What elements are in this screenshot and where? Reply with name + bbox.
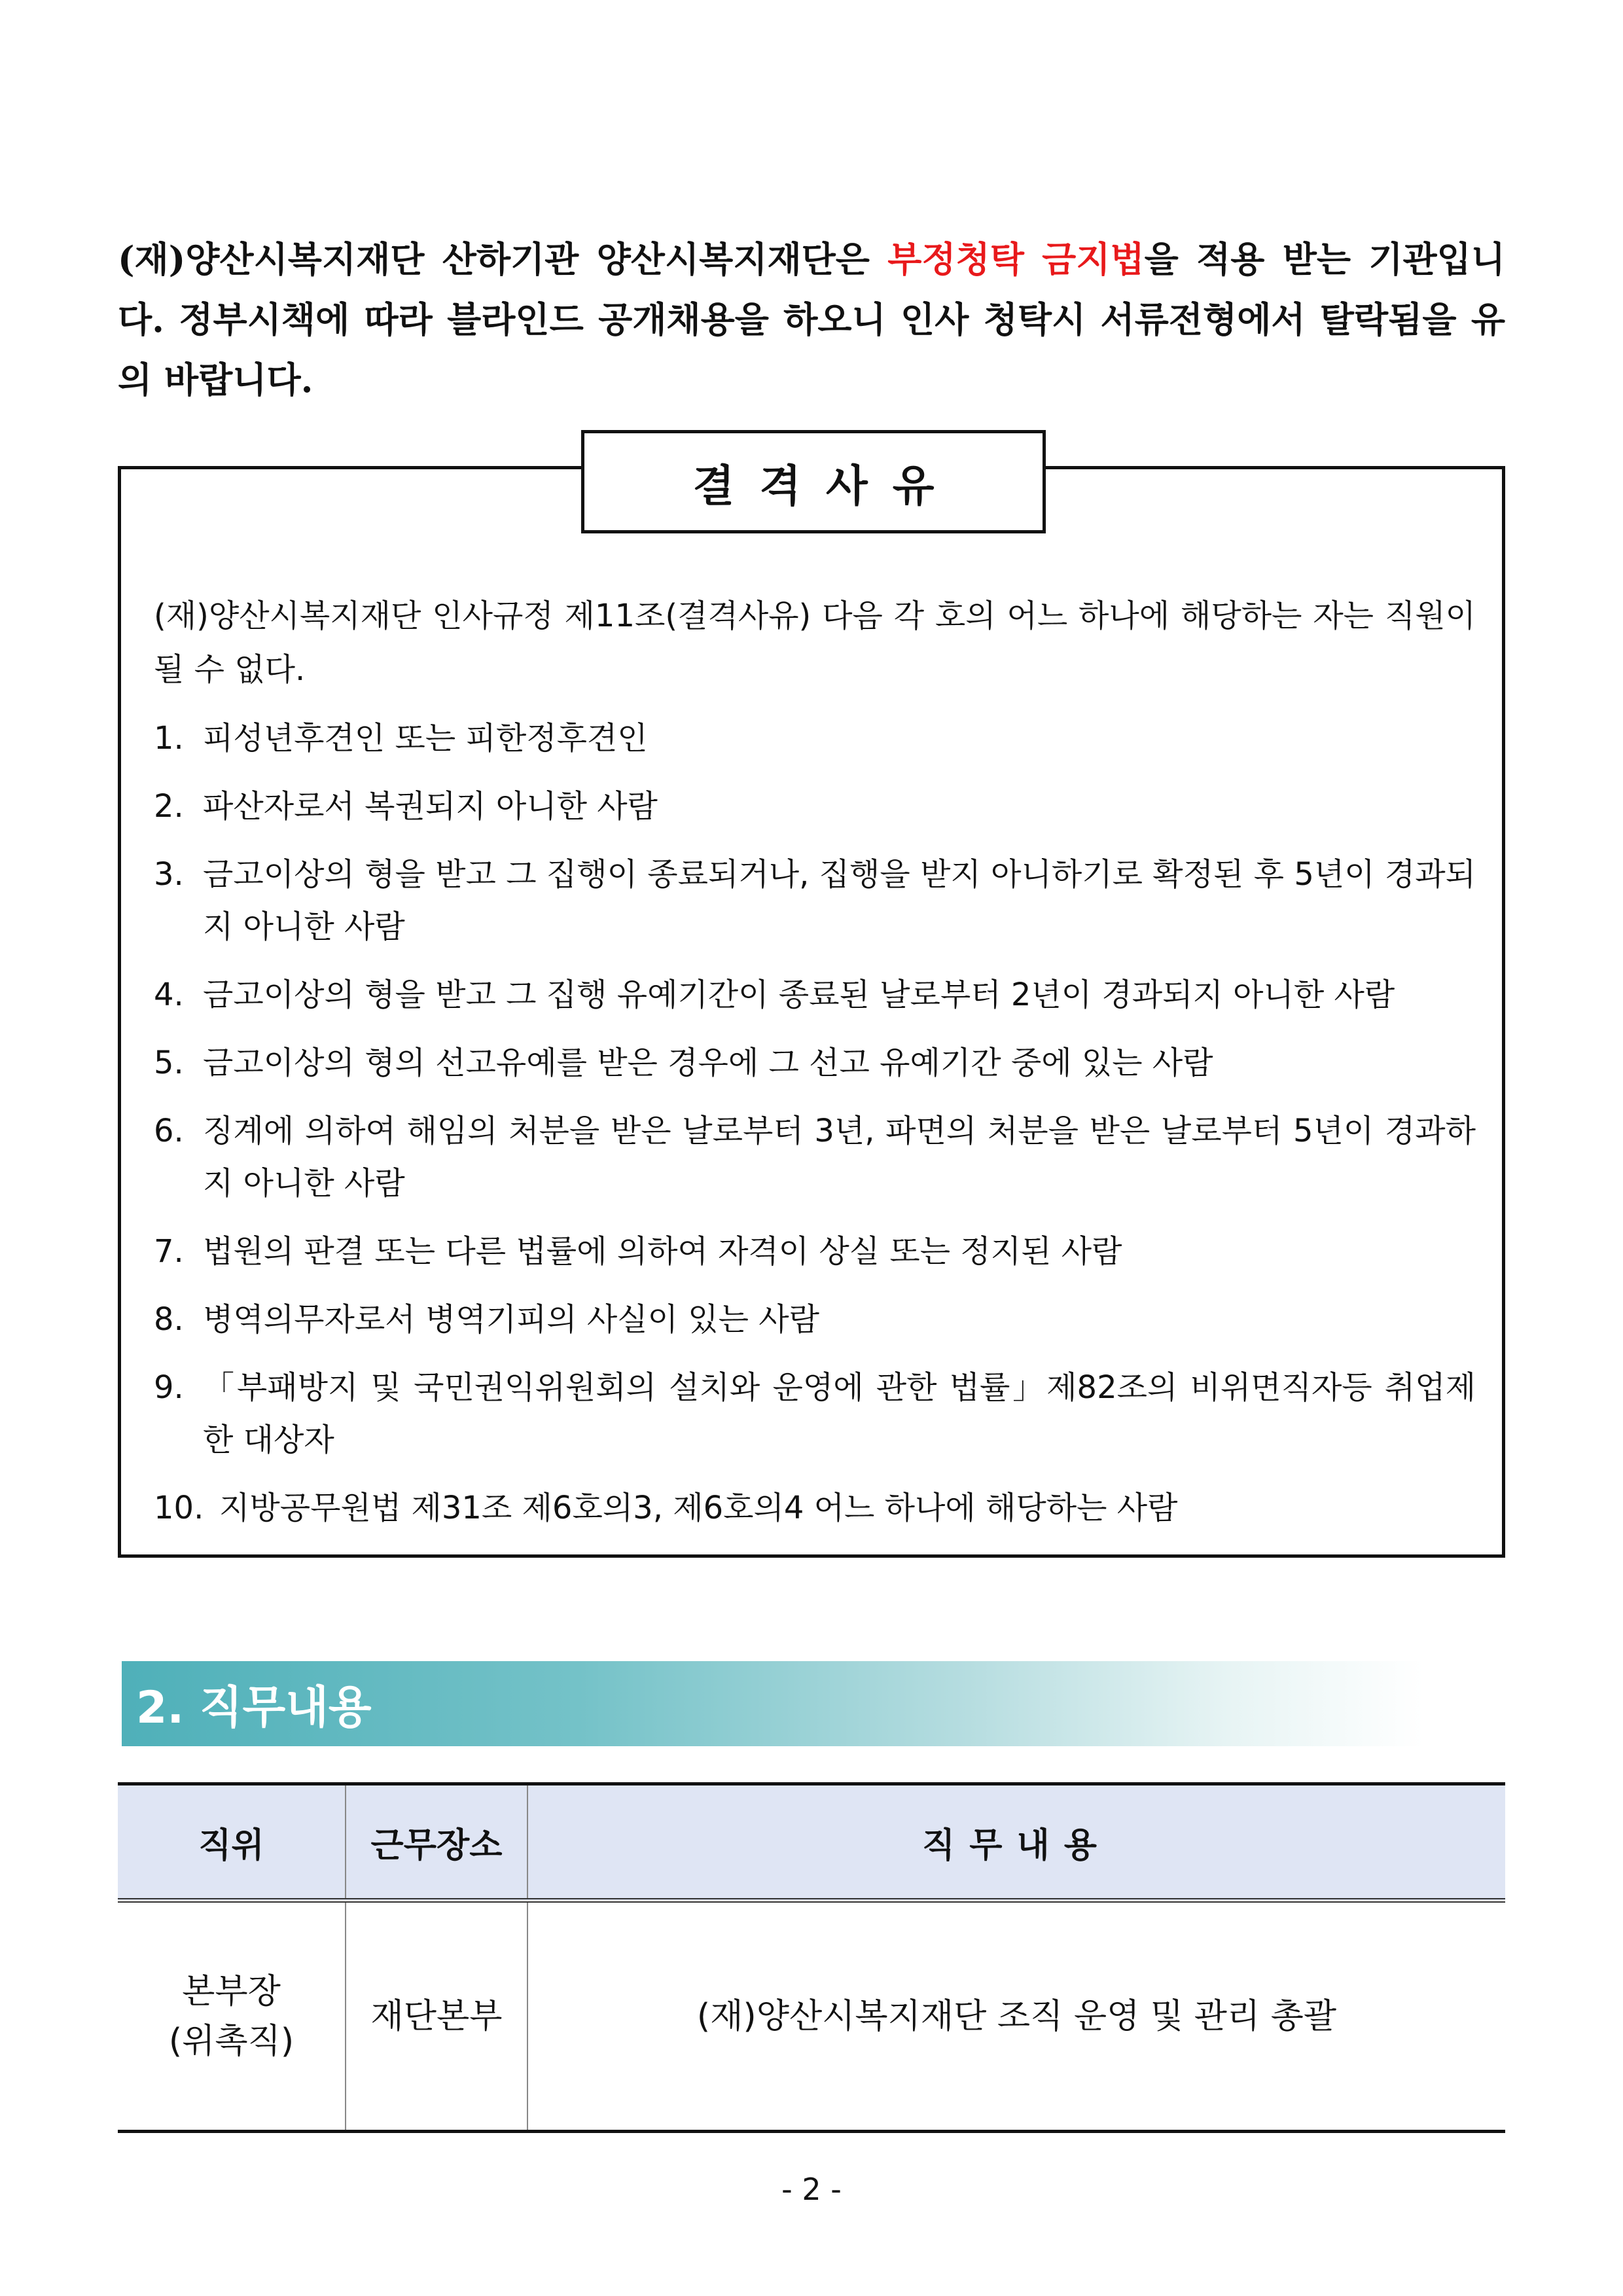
list-item-text: 징계에 의하여 해임의 처분을 받은 날로부터 3년, 파면의 처분을 받은 날로부터 5년이 경과하지 아니한 사람 xyxy=(203,1113,1476,1202)
header-workplace: 근무장소 xyxy=(346,1784,527,1901)
list-item-text: 병역의무자로서 병역기피의 사실이 있는 사람 xyxy=(203,1301,820,1338)
list-item xyxy=(154,1105,1476,1210)
section-header xyxy=(122,1661,1424,1746)
cell-content: (재)양산시복지재단 조직 운영 및 관리 총괄 xyxy=(527,1901,1505,2132)
cell-workplace: 재단본부 xyxy=(346,1901,527,2132)
list-item-text: 「부패방지 및 국민권익위원회의 설치와 운영에 관한 법률」제82조의 비위면직자등 취업제한 대상자 xyxy=(203,1369,1476,1458)
list-item xyxy=(154,969,1476,1021)
list-item-text: 금고이상의 형을 받고 그 집행이 종료되거나, 집행을 받지 아니하기로 확정된 후 5년이 경과되지 아니한 사람 xyxy=(203,856,1476,945)
list-item-text: 지방공무원법 제31조 제6호의3, 제6호의4 어느 하나에 해당하는 사람 xyxy=(219,1490,1178,1526)
position-line2: (위촉직) xyxy=(168,2021,294,2061)
list-item xyxy=(154,848,1476,953)
list-item xyxy=(154,780,1476,833)
section-title: 2. 직무내용 xyxy=(136,1681,372,1734)
cell-position xyxy=(118,1901,346,2132)
list-item-text: 금고이상의 형의 선고유예를 받은 경우에 그 선고 유예기간 중에 있는 사람 xyxy=(203,1045,1213,1081)
list-item-number: 7. xyxy=(154,1233,184,1270)
duty-table-header-row xyxy=(118,1784,1505,1901)
disqualification-title: 결격사유 xyxy=(581,430,1046,533)
list-item-number: 4. xyxy=(154,977,184,1013)
notice-paragraph xyxy=(118,229,1505,410)
duty-table xyxy=(118,1782,1505,2133)
notice-highlight: 부정청탁 금지법 xyxy=(887,238,1145,280)
list-item-number: 6. xyxy=(154,1113,184,1149)
list-item-text: 피성년후견인 또는 피한정후견인 xyxy=(203,720,648,757)
list-item-number: 9. xyxy=(154,1369,184,1406)
list-item xyxy=(154,1293,1476,1346)
list-item-number: 8. xyxy=(154,1301,184,1338)
list-item-number: 2. xyxy=(154,788,184,825)
disqualification-intro: (재)양산시복지재단 인사규정 제11조(결격사유) 다음 각 호의 어느 하나에 해당하는 자는 직원이 될 수 없다. xyxy=(154,598,1476,688)
position-line1: 본부장 xyxy=(182,1971,281,2011)
list-item xyxy=(154,1225,1476,1278)
page-number: - 2 - xyxy=(781,2172,842,2207)
table-row xyxy=(118,1901,1505,2132)
list-item-number: 1. xyxy=(154,720,184,757)
list-item-text: 금고이상의 형을 받고 그 집행 유예기간이 종료된 날로부터 2년이 경과되지 아니한 사람 xyxy=(203,977,1395,1013)
header-content: 직무내용 xyxy=(527,1784,1505,1901)
notice-text-before: (재)양산시복지재단 산하기관 양산시복지재단은 xyxy=(118,238,888,280)
list-item-number: 3. xyxy=(154,856,184,893)
list-item xyxy=(154,1037,1476,1089)
notice-text-after: 을 적용 받는 기관입니다. 정부시책에 따라 블라인드 공개채용을 하오니 인사 청탁시 서류전형에서 탈락됨을 유의 바랍니다. xyxy=(118,238,1505,401)
list-item xyxy=(154,1482,1476,1534)
list-item-text: 법원의 판결 또는 다른 법률에 의하여 자격이 상실 또는 정지된 사람 xyxy=(203,1233,1122,1270)
disqualification-list xyxy=(154,712,1476,1534)
list-item-number: 10. xyxy=(154,1490,204,1526)
list-item xyxy=(154,1361,1476,1466)
list-item-text: 파산자로서 복권되지 아니한 사람 xyxy=(203,788,658,825)
list-item-number: 5. xyxy=(154,1045,184,1081)
list-item xyxy=(154,712,1476,764)
header-position: 직위 xyxy=(118,1784,346,1901)
disqualification-body xyxy=(154,589,1476,1534)
